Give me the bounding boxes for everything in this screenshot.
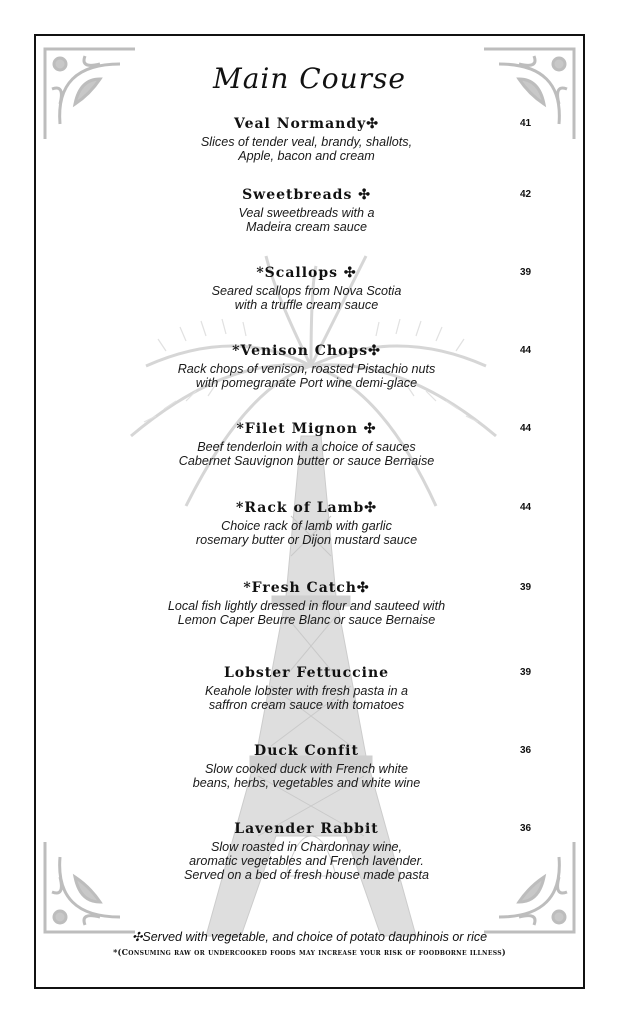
menu-item bbox=[36, 665, 585, 712]
item-price: 44 bbox=[520, 423, 532, 434]
item-price: 42 bbox=[520, 189, 532, 200]
item-price: 44 bbox=[520, 502, 532, 513]
menu-item bbox=[36, 265, 585, 312]
item-description bbox=[34, 599, 585, 627]
description-line: Seared scallops from Nova Scotia bbox=[211, 284, 402, 298]
description-line: Madeira cream sauce bbox=[245, 220, 368, 234]
description-line: saffron cream sauce with tomatoes bbox=[208, 698, 405, 712]
description-line: Beef tenderloin with a choice of sauces bbox=[197, 440, 416, 454]
item-name: *Rack of Lamb✣ bbox=[236, 500, 377, 516]
item-price: 36 bbox=[520, 745, 532, 756]
item-price: 39 bbox=[520, 667, 532, 678]
menu-item bbox=[36, 821, 585, 882]
item-price: 39 bbox=[520, 582, 532, 593]
description-line: Choice rack of lamb with garlic bbox=[221, 519, 392, 533]
description-line: Keahole lobster with fresh pasta in a bbox=[204, 684, 409, 698]
description-line: Veal sweetbreads with a bbox=[238, 206, 375, 220]
item-name: Veal Normandy✣ bbox=[234, 116, 379, 132]
footer-note: ✣Served with vegetable, and choice of potato dauphinois or rice bbox=[131, 930, 488, 944]
item-price: 41 bbox=[520, 118, 532, 129]
item-description bbox=[34, 362, 585, 390]
item-description bbox=[34, 519, 585, 547]
item-name: *Fresh Catch✣ bbox=[243, 580, 370, 596]
description-line: Local fish lightly dressed in flour and sauteed with bbox=[167, 599, 446, 613]
description-line: Slow cooked duck with French white bbox=[205, 762, 408, 776]
item-description bbox=[34, 206, 585, 234]
item-description bbox=[34, 840, 585, 882]
item-name: Duck Confit bbox=[254, 743, 359, 759]
page-title: Main Course bbox=[213, 62, 406, 95]
item-description bbox=[34, 684, 585, 712]
menu-frame bbox=[34, 34, 585, 989]
item-price: 39 bbox=[520, 267, 532, 278]
item-name: *Venison Chops✣ bbox=[232, 343, 381, 359]
menu-item bbox=[36, 580, 585, 627]
item-description bbox=[34, 440, 585, 468]
description-line: aromatic vegetables and French lavender. bbox=[189, 854, 424, 868]
description-line: Served on a bed of fresh house made pasta bbox=[183, 868, 430, 882]
description-line: with a truffle cream sauce bbox=[234, 298, 379, 312]
footer-warning: *(Consuming raw or undercooked foods may increase your risk of foodborne illness) bbox=[113, 947, 506, 957]
item-price: 44 bbox=[520, 345, 532, 356]
description-line: rosemary butter or Dijon mustard sauce bbox=[195, 533, 418, 547]
item-name: Lobster Fettuccine bbox=[223, 665, 390, 681]
description-line: Cabernet Sauvignon butter or sauce Bernaise bbox=[178, 454, 435, 468]
description-line: beans, herbs, vegetables and white wine bbox=[192, 776, 421, 790]
item-name: *Scallops ✣ bbox=[256, 265, 357, 281]
menu-item bbox=[36, 421, 585, 468]
menu-item bbox=[36, 343, 585, 390]
description-line: Slow roasted in Chardonnay wine, bbox=[210, 840, 403, 854]
item-name: Lavender Rabbit bbox=[234, 821, 379, 837]
description-line: with pomegranate Port wine demi-glace bbox=[195, 376, 418, 390]
item-name: *Filet Mignon ✣ bbox=[236, 421, 377, 437]
item-description bbox=[34, 762, 585, 790]
item-description bbox=[34, 135, 585, 163]
menu-item bbox=[36, 743, 585, 790]
description-line: Apple, bacon and cream bbox=[238, 149, 375, 163]
description-line: Slices of tender veal, brandy, shallots, bbox=[200, 135, 413, 149]
menu-item bbox=[36, 500, 585, 547]
menu-item bbox=[36, 187, 585, 234]
description-line: Rack chops of venison, roasted Pistachio nuts bbox=[177, 362, 436, 376]
description-line: Lemon Caper Beurre Blanc or sauce Bernaise bbox=[177, 613, 436, 627]
item-price: 36 bbox=[520, 823, 532, 834]
menu-item bbox=[36, 116, 585, 163]
item-name: Sweetbreads ✣ bbox=[242, 187, 371, 203]
item-description bbox=[34, 284, 585, 312]
